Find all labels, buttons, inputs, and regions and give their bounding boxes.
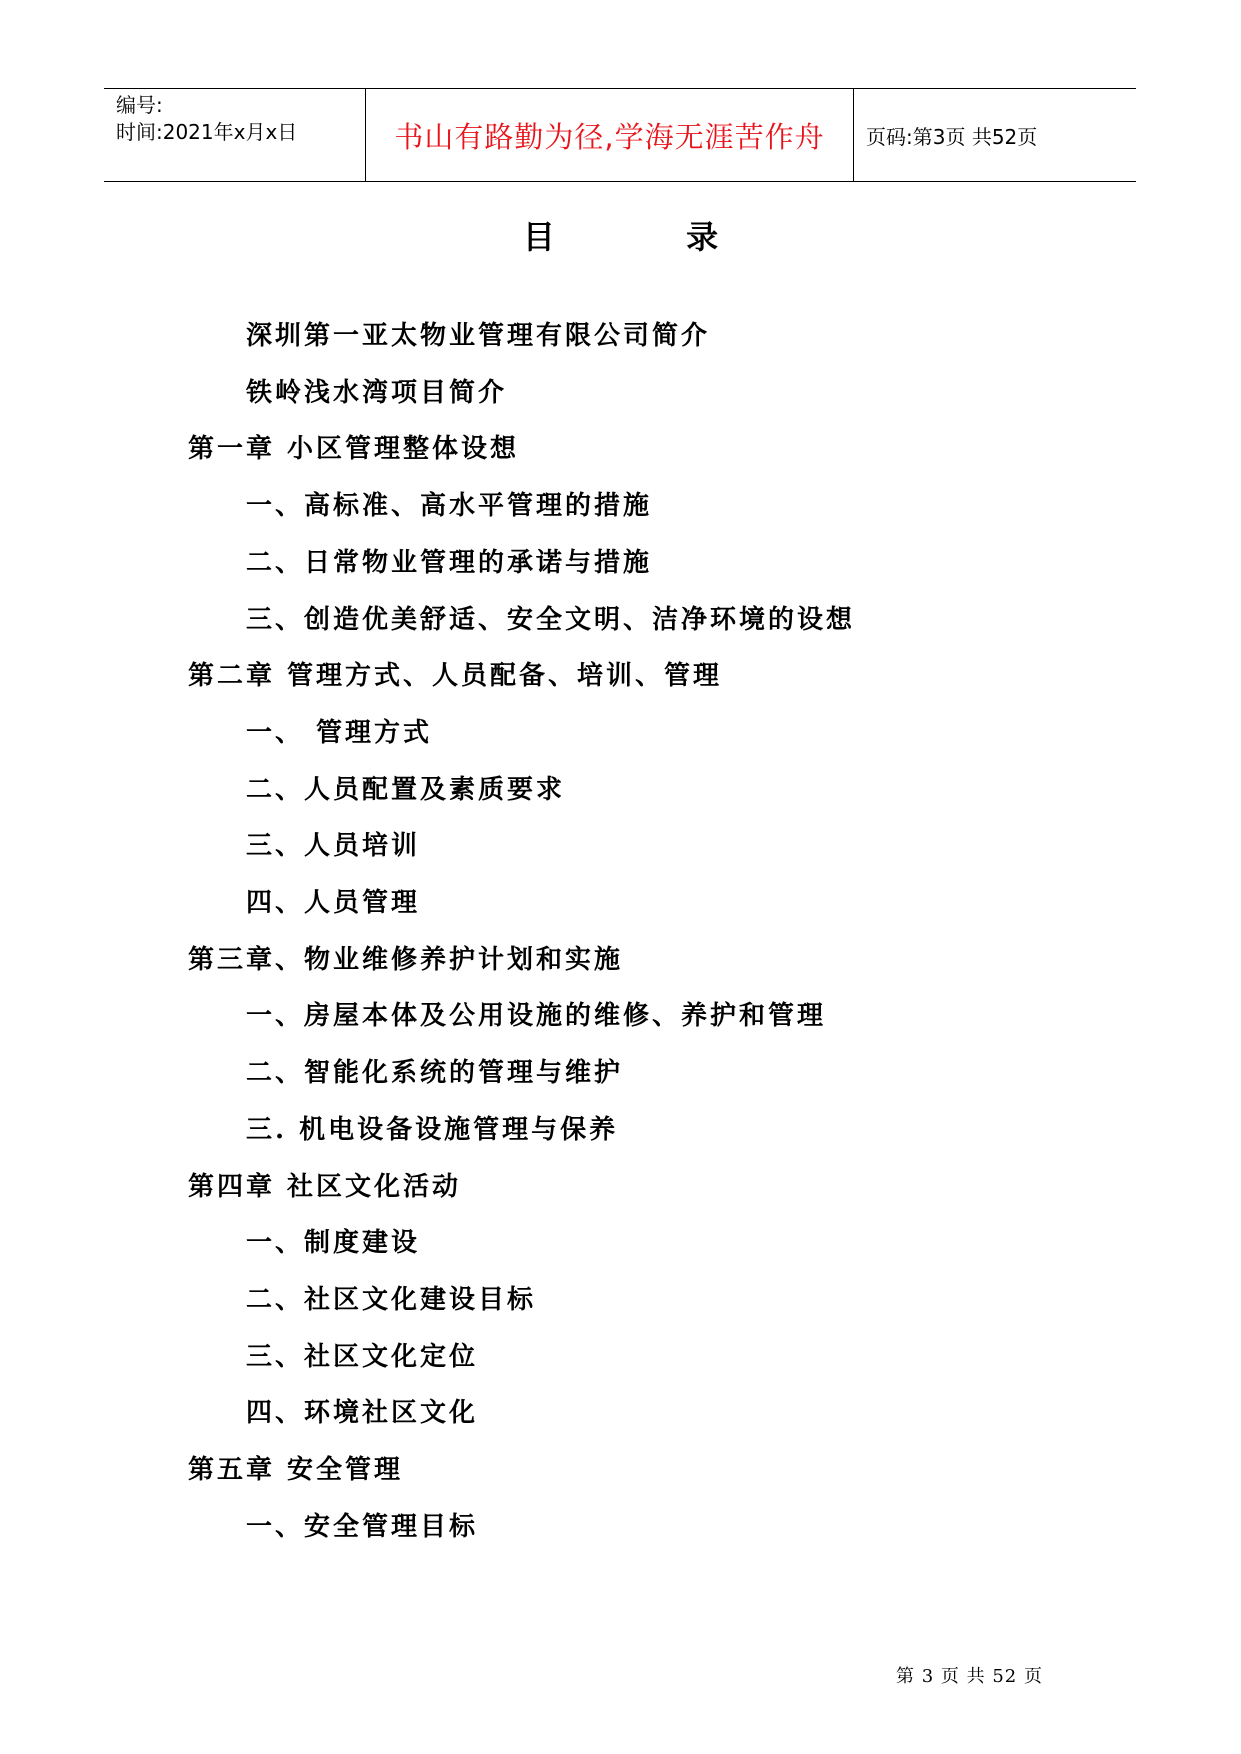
toc-chapter-entry: 第三章、物业维修养护计划和实施 xyxy=(188,945,624,975)
toc-section-entry: 三、社区文化定位 xyxy=(246,1342,479,1372)
toc-section-entry: 一、房屋本体及公用设施的维修、养护和管理 xyxy=(246,1001,827,1031)
toc-section-entry: 二、日常物业管理的承诺与措施 xyxy=(246,548,653,578)
header-motto: 书山有路勤为径,学海无涯苦作舟 xyxy=(394,119,825,154)
toc-section-entry: 深圳第一亚太物业管理有限公司简介 xyxy=(246,321,711,351)
toc-title: 目 录 xyxy=(522,218,779,256)
document-time-label: 时间:2021年x月x日 xyxy=(116,120,298,144)
toc-section-entry: 铁岭浅水湾项目简介 xyxy=(246,378,508,408)
toc-section-entry: 一、安全管理目标 xyxy=(246,1512,479,1542)
toc-section-entry: 一、高标准、高水平管理的措施 xyxy=(246,491,653,521)
toc-chapter-entry: 第一章 小区管理整体设想 xyxy=(188,434,520,464)
toc-section-entry: 二、社区文化建设目标 xyxy=(246,1285,537,1315)
header-meta xyxy=(104,89,366,181)
toc-chapter-entry: 第二章 管理方式、人员配备、培训、管理 xyxy=(188,661,723,691)
toc-section-entry: 二、人员配置及素质要求 xyxy=(246,775,566,805)
document-number-label: 编号: xyxy=(116,93,163,117)
header-page-cell xyxy=(854,89,1136,181)
toc-section-entry: 四、环境社区文化 xyxy=(246,1398,479,1428)
toc-section-entry: 三. 机电设备设施管理与保养 xyxy=(246,1115,619,1145)
toc-section-entry: 一、制度建设 xyxy=(246,1228,421,1258)
toc-chapter-entry: 第五章 安全管理 xyxy=(188,1455,404,1485)
page-footer: 第 3 页 共 52 页 xyxy=(896,1666,1043,1687)
toc-section-entry: 三、创造优美舒适、安全文明、洁净环境的设想 xyxy=(246,605,856,635)
header-motto-cell xyxy=(366,89,854,181)
toc-section-entry: 三、人员培训 xyxy=(246,831,421,861)
toc-section-entry: 二、智能化系统的管理与维护 xyxy=(246,1058,624,1088)
toc-section-entry: 四、人员管理 xyxy=(246,888,421,918)
toc-section-entry: 一、 管理方式 xyxy=(246,718,433,748)
page-header xyxy=(104,88,1136,182)
toc-chapter-entry: 第四章 社区文化活动 xyxy=(188,1172,462,1202)
header-page-info: 页码:第3页 共52页 xyxy=(866,124,1038,149)
